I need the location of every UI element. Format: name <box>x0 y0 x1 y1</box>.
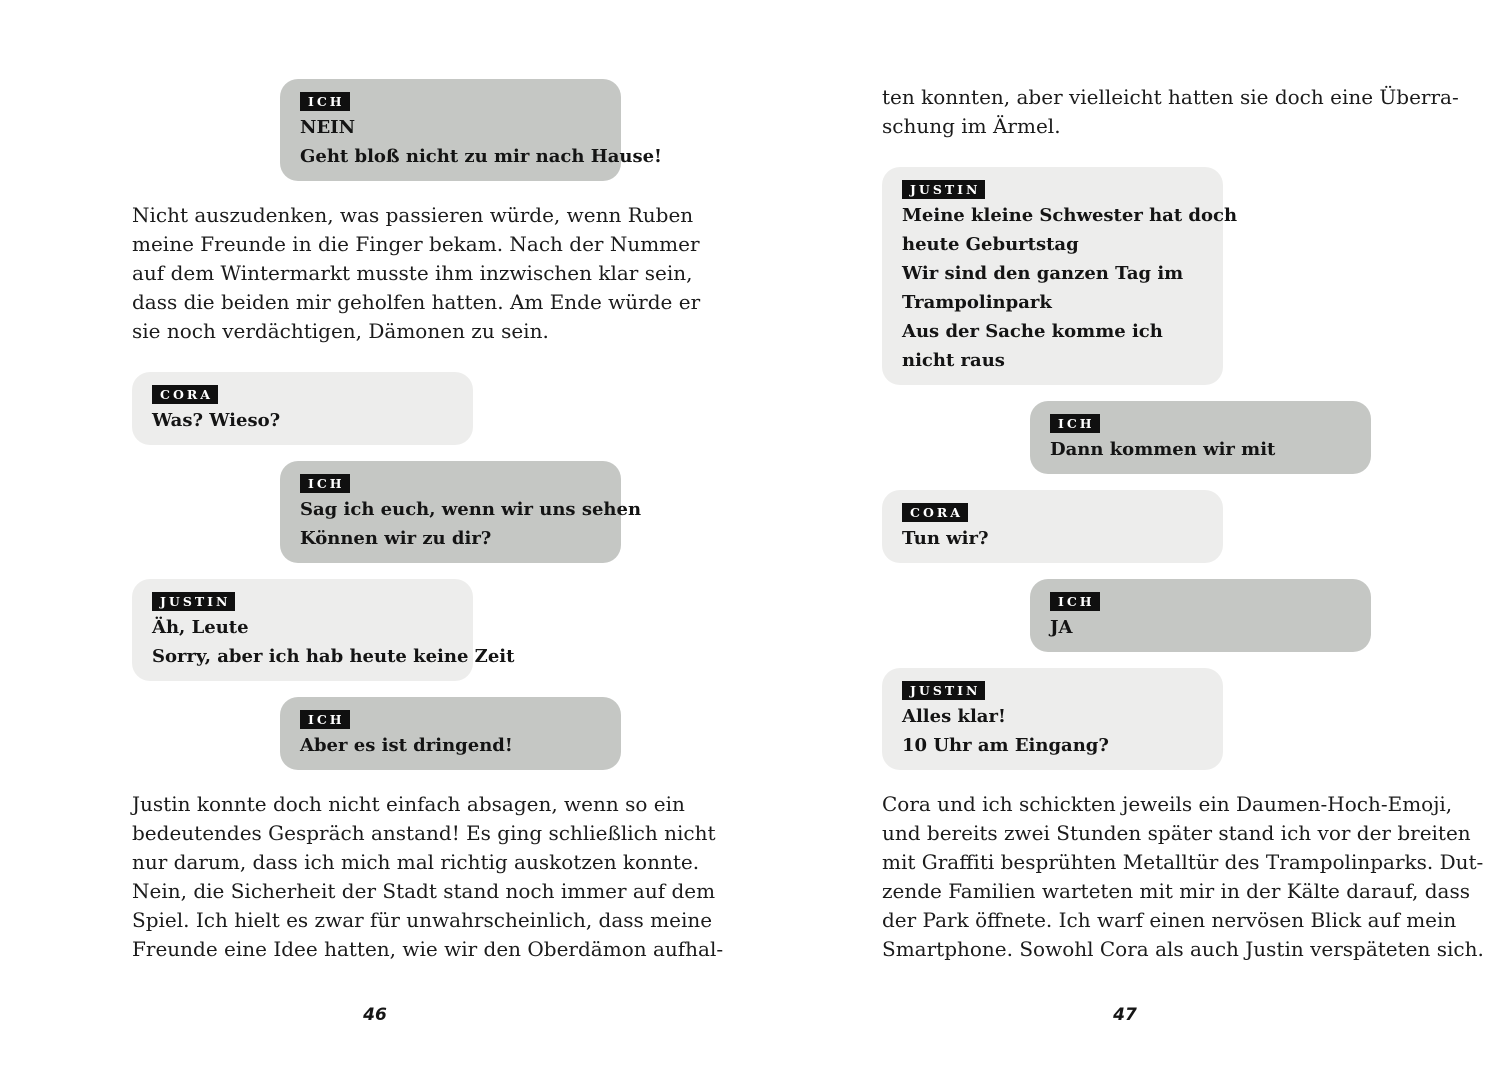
paragraph-line: schung im Ärmel. <box>882 114 1061 138</box>
paragraph-line: zende Familien warteten mit mir in der Kälte darauf, dass <box>882 879 1470 903</box>
speaker-label: CORA <box>152 385 218 404</box>
chat-bubble-justin <box>882 668 1223 770</box>
page-content-left <box>132 0 724 990</box>
paragraph-line: Smartphone. Sowohl Cora als auch Justin verspäteten sich. <box>882 937 1484 961</box>
paragraph-line: Nein, die Sicherheit der Stadt stand noch immer auf dem <box>132 879 716 903</box>
paragraph <box>882 790 1484 964</box>
bubble-message-line: Meine kleine Schwester hat doch <box>902 205 1238 226</box>
bubble-message-line: NEIN <box>300 117 356 138</box>
speaker-label: CORA <box>902 503 968 522</box>
page-content-right <box>882 0 1484 990</box>
paragraph-line: nur darum, dass ich mich mal richtig auskotzen konnte. <box>132 850 700 874</box>
chat-bubble-ich <box>1030 401 1371 474</box>
bubble-message-line: Wir sind den ganzen Tag im <box>902 263 1184 284</box>
bubble-message-line: Tun wir? <box>902 528 989 549</box>
bubble-message-line: 10 Uhr am Eingang? <box>902 735 1109 756</box>
speaker-label: ICH <box>1050 592 1100 611</box>
bubble-message-line: Alles klar! <box>902 706 1006 727</box>
bubble-message-line: Aus der Sache komme ich <box>902 321 1163 342</box>
chat-bubble-ich <box>280 697 621 770</box>
paragraph-line: bedeutendes Gespräch anstand! Es ging schließlich nicht <box>132 821 716 845</box>
paragraph-line: Spiel. Ich hielt es zwar für unwahrscheinlich, dass meine <box>132 908 713 932</box>
speaker-label: ICH <box>300 474 350 493</box>
paragraph <box>132 201 701 346</box>
page-number: 46 <box>363 1005 387 1025</box>
speaker-label: ICH <box>300 92 350 111</box>
paragraph-line: Cora und ich schickten jeweils ein Daumen-Hoch-Emoji, <box>882 792 1453 816</box>
bubble-message-line: Können wir zu dir? <box>300 528 492 549</box>
paragraph-line: auf dem Wintermarkt musste ihm inzwischen klar sein, <box>132 261 693 285</box>
page-number: 47 <box>1113 1005 1137 1025</box>
bubble-message-line: Geht bloß nicht zu mir nach Hause! <box>300 146 662 167</box>
chat-bubble-justin <box>882 167 1238 385</box>
chat-bubble-cora <box>882 490 1223 563</box>
paragraph-line: mit Graffiti besprühten Metalltür des Trampolinparks. Dut- <box>882 850 1484 874</box>
bubble-message-line: heute Geburtstag <box>902 234 1079 255</box>
paragraph-line: ten konnten, aber vielleicht hatten sie doch eine Überra- <box>882 85 1459 109</box>
speaker-label: ICH <box>300 710 350 729</box>
paragraph-line: meine Freunde in die Finger bekam. Nach der Nummer <box>132 232 700 256</box>
speaker-label: JUSTIN <box>152 592 235 611</box>
speaker-label: JUSTIN <box>902 180 985 199</box>
bubble-message-line: Was? Wieso? <box>152 410 281 431</box>
bubble-message-line: JA <box>1050 617 1073 638</box>
chat-bubble-justin <box>132 579 515 681</box>
bubble-message-line: Sorry, aber ich hab heute keine Zeit <box>152 646 515 667</box>
paragraph-line: sie noch verdächtigen, Dämonen zu sein. <box>132 319 549 343</box>
bubble-message-line: Äh, Leute <box>152 617 249 638</box>
paragraph-line: und bereits zwei Stunden später stand ich vor der breiten <box>882 821 1471 845</box>
bubble-message-line: Sag ich euch, wenn wir uns sehen <box>300 499 642 520</box>
speaker-label: ICH <box>1050 414 1100 433</box>
bubble-message-line: Trampolinpark <box>902 292 1052 313</box>
paragraph-line: Freunde eine Idee hatten, wie wir den Oberdämon aufhal- <box>132 937 724 961</box>
paragraph <box>882 83 1459 141</box>
paragraph-line: dass die beiden mir geholfen hatten. Am Ende würde er <box>132 290 701 314</box>
paragraph-line: der Park öffnete. Ich warf einen nervösen Blick auf mein <box>882 908 1457 932</box>
chat-bubble-ich <box>1030 579 1371 652</box>
paragraph-line: Justin konnte doch nicht einfach absagen, wenn so ein <box>132 792 685 816</box>
bubble-message-line: Dann kommen wir mit <box>1050 439 1276 460</box>
speaker-label: JUSTIN <box>902 681 985 700</box>
paragraph <box>132 790 724 964</box>
bubble-message-line: nicht raus <box>902 350 1005 371</box>
book-page-right <box>750 0 1500 1086</box>
paragraph-line: Nicht auszudenken, was passieren würde, wenn Ruben <box>132 203 694 227</box>
chat-bubble-ich <box>280 79 662 181</box>
chat-bubble-ich <box>280 461 642 563</box>
chat-bubble-cora <box>132 372 473 445</box>
bubble-message-line: Aber es ist dringend! <box>300 735 513 756</box>
